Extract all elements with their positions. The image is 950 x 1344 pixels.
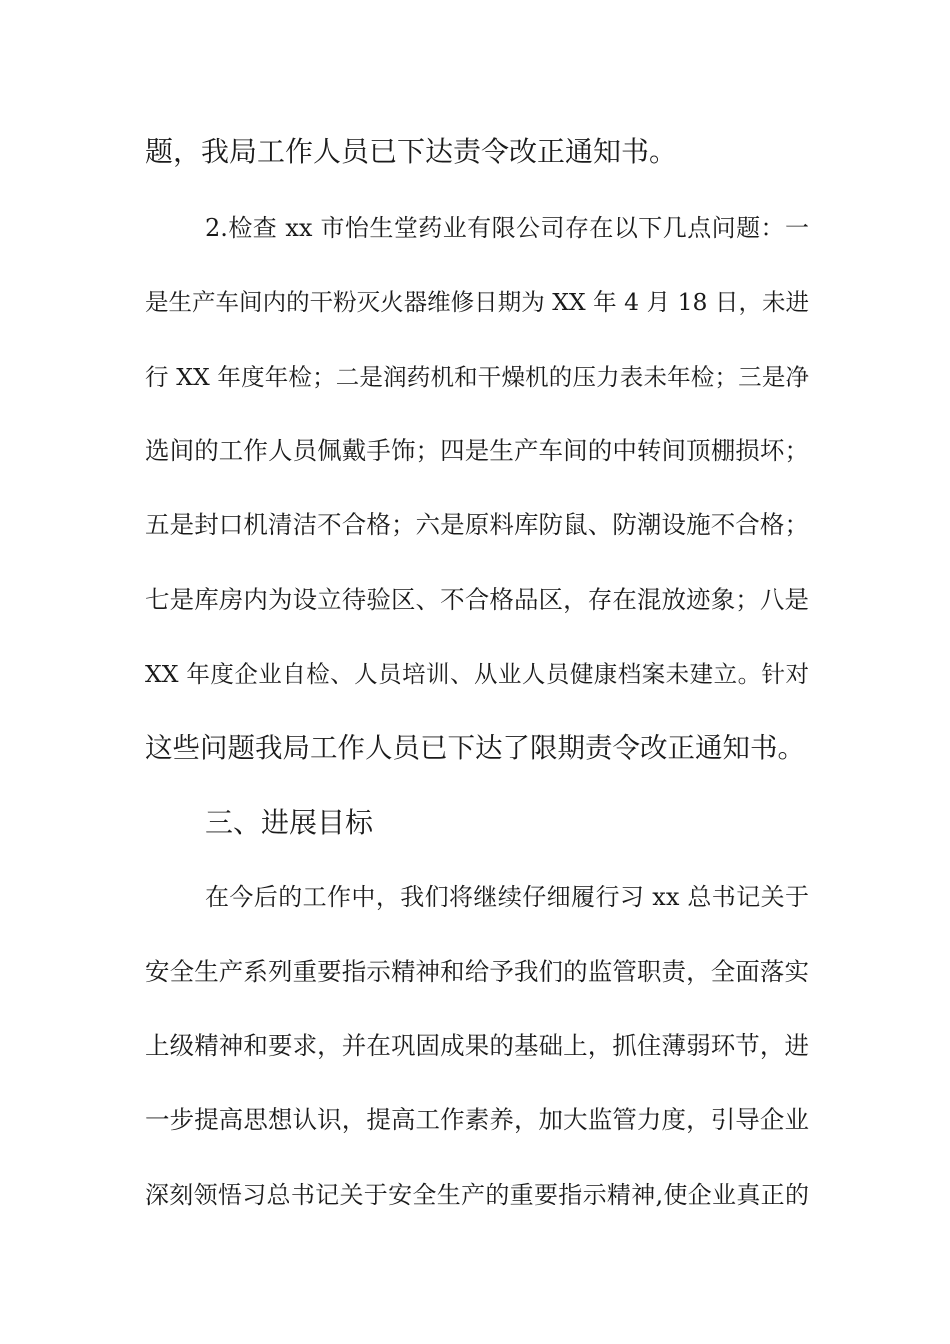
text-line-14: 一步提高思想认识，提高工作素养，加大监管力度，引导企业 bbox=[145, 1105, 809, 1134]
text-line-6: 五是封口机清洁不合格；六是原料库防鼠、防潮设施不合格； bbox=[145, 510, 809, 539]
text-line-13: 上级精神和要求，并在巩固成果的基础上，抓住薄弱环节，进 bbox=[145, 1031, 809, 1060]
section-heading: 三、进展目标 bbox=[205, 806, 374, 839]
text-line-1: 题，我局工作人员已下达责令改正通知书。 bbox=[145, 135, 678, 168]
text-line-15: 深刻领悟习总书记关于安全生产的重要指示精神,使企业真正的 bbox=[145, 1181, 809, 1209]
text-line-7: 七是库房内为设立待验区、不合格品区，存在混放迹象；八是 bbox=[145, 585, 809, 614]
text-line-2: 2.检查 xx 市怡生堂药业有限公司存在以下几点问题：一 bbox=[205, 214, 809, 242]
text-line-12: 安全生产系列重要指示精神和给予我们的监管职责，全面落实 bbox=[145, 957, 809, 986]
text-line-5: 选间的工作人员佩戴手饰；四是生产车间的中转间顶棚损坏； bbox=[145, 436, 809, 465]
text-line-9: 这些问题我局工作人员已下达了限期责令改正通知书。 bbox=[145, 732, 805, 764]
text-line-4: 行 XX 年度年检；二是润药机和干燥机的压力表未年检；三是净 bbox=[145, 363, 809, 391]
text-line-8: XX 年度企业自检、人员培训、从业人员健康档案未建立。针对 bbox=[145, 660, 809, 688]
text-line-3: 是生产车间内的干粉灭火器维修日期为 XX 年 4 月 18 日，未进 bbox=[145, 288, 809, 316]
text-line-11: 在今后的工作中，我们将继续仔细履行习 xx 总书记关于 bbox=[205, 883, 809, 911]
